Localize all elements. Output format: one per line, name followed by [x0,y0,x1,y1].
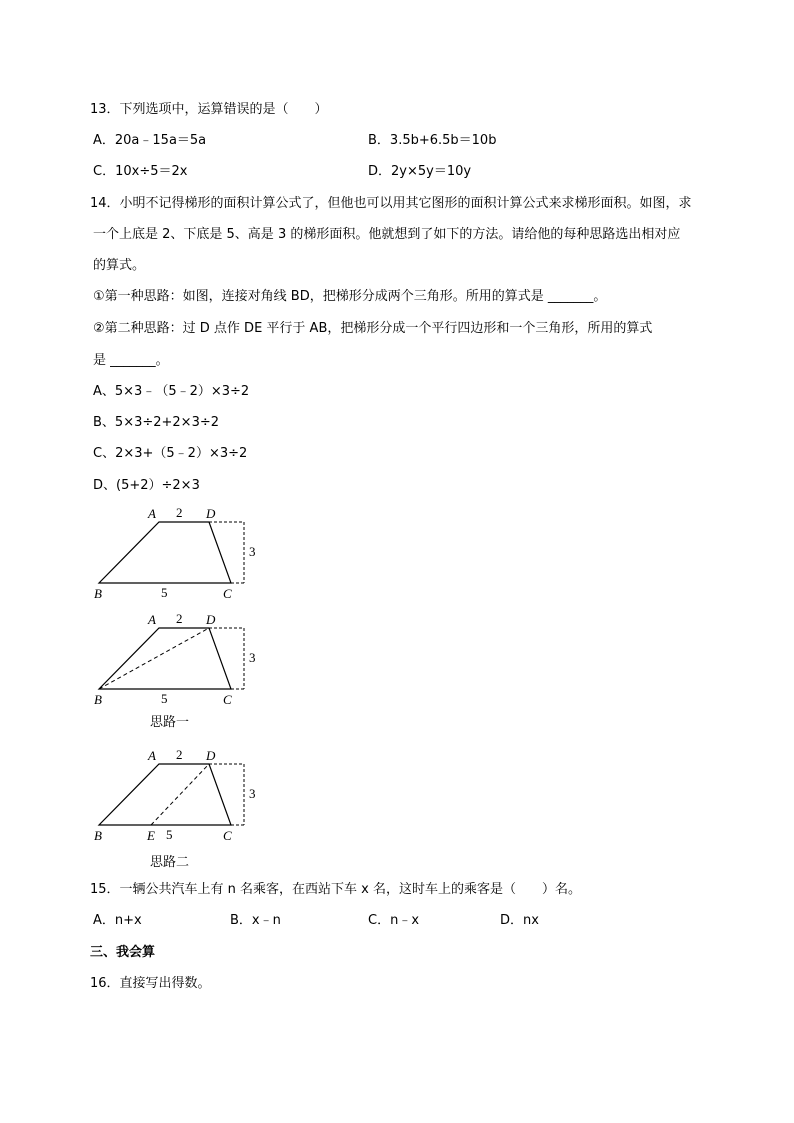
q14-idea-two-line1: ②第二种思路：过 D 点作 DE 平行于 AB，把梯形分成一个平行四边形和一个三角形，所用的算式 [93,321,653,336]
fig1-label-c: C [223,586,232,601]
q13-option-c: C．10x÷5＝2x [93,164,188,179]
fig1-label-top: 2 [176,505,183,520]
fig2-label-b: B [94,692,102,707]
fig2-label-c: C [223,692,232,707]
q15-stem: 15．一辆公共汽车上有 n 名乘客，在西站下车 x 名，这时车上的乘客是（ ）名。 [90,882,582,897]
fig1-label-a: A [148,506,156,521]
fig3-label-b: B [94,828,102,843]
fig3-label-d: D [206,748,216,763]
fig3-caption: 思路二 [150,855,190,870]
fig2-label-d: D [206,612,216,627]
fig1-label-height: 3 [249,544,256,559]
trapezoid-figures [0,500,794,880]
fig3-label-bottom: 5 [166,827,173,842]
q16-stem: 16．直接写出得数。 [90,976,211,991]
q13-stem: 13．下列选项中，运算错误的是（ ） [90,102,328,117]
q13-option-d: D．2y×5y＝10y [368,164,472,179]
fig1-label-bottom: 5 [161,585,168,600]
fig2-caption: 思路一 [150,715,190,730]
fig2-label-height: 3 [249,650,256,665]
q14-option-b: B、5×3÷2+2×3÷2 [93,415,220,430]
q14-text-line2: 一个上底是 2、下底是 5、高是 3 的梯形面积。他就想到了如下的方法。请给他的每种思路选出相对应 [93,227,681,242]
fig1-label-d: D [206,506,216,521]
fig3-label-height: 3 [249,786,256,801]
q13-option-b: B．3.5b+6.5b＝10b [368,133,497,148]
figure-idea-one [94,611,256,730]
fig2-label-bottom: 5 [161,691,168,706]
fig3-label-top: 2 [176,747,183,762]
section-title: 三、我会算 [90,945,156,960]
q14-option-d: D、(5+2）÷2×3 [93,478,200,493]
fig3-label-e: E [147,828,155,843]
q15-option-b: B．x﹣n [230,913,281,928]
fig2-label-top: 2 [176,611,183,626]
q15-option-d: D．nx [500,913,539,928]
q14-option-c: C、2×3+（5﹣2）×3÷2 [93,446,248,461]
q14-option-a: A、5×3﹣（5﹣2）×3÷2 [93,384,250,399]
q14-idea-one: ①第一种思路：如图，连接对角线 BD，把梯形分成两个三角形。所用的算式是 _______。 [93,289,607,304]
figure-idea-two [94,747,256,870]
fig3-label-c: C [223,828,232,843]
fig2-label-a: A [148,612,156,627]
q14-text-line3: 的算式。 [93,258,146,273]
q15-option-a: A．n+x [93,913,142,928]
q14-idea-two-line2: 是 _______。 [93,353,169,368]
figure-trapezoid [94,505,256,601]
q13-option-a: A．20a﹣15a＝5a [93,133,207,148]
fig1-label-b: B [94,586,102,601]
q14-text-line1: 14．小明不记得梯形的面积计算公式了，但他也可以用其它图形的面积计算公式来求梯形面积。如图，求 [90,196,692,211]
q15-option-c: C．n﹣x [368,913,420,928]
fig3-label-a: A [148,748,156,763]
